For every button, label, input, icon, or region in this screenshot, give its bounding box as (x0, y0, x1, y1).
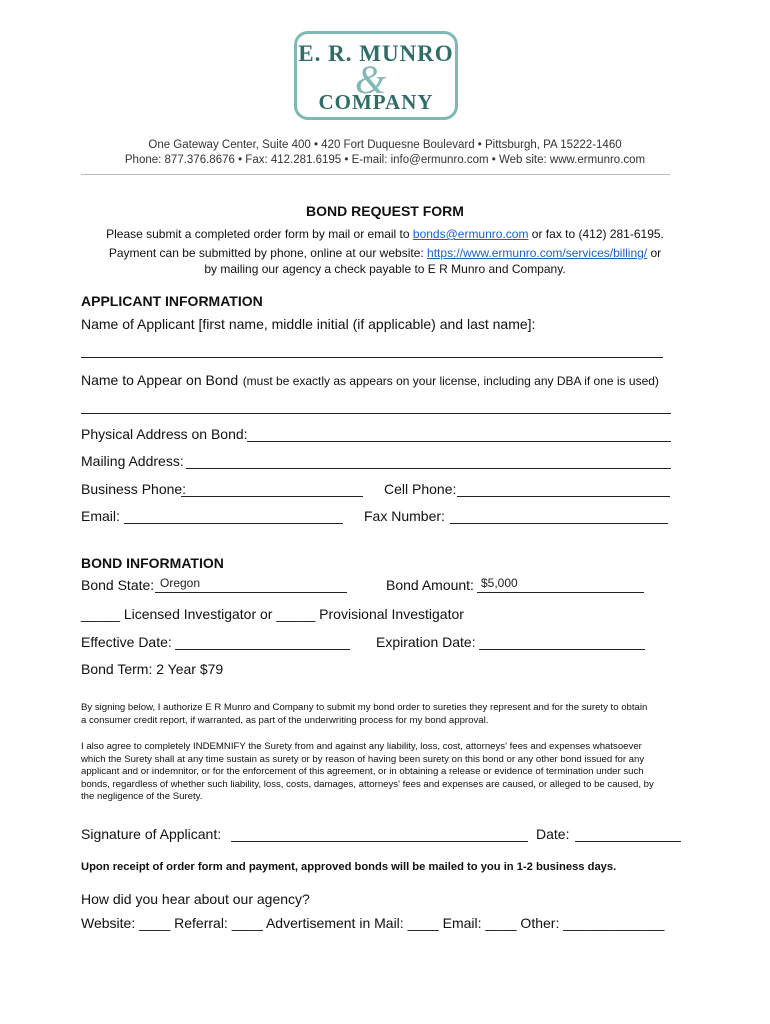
physical-address-field[interactable] (247, 441, 671, 442)
intro1-text-end: or fax to (412) 281-6195. (528, 227, 664, 241)
intro1-text: Please submit a completed order form by mail or email to (106, 227, 413, 241)
bond-amount-value[interactable]: $5,000 (481, 576, 518, 590)
effective-date-field[interactable] (175, 649, 350, 650)
logo-line1: E. R. MUNRO (298, 41, 454, 66)
authorization-line: By signing below, I authorize E R Munro and Company to submit my bond order to sureties they represent and for the surety to obtain (81, 702, 648, 713)
form-title: BOND REQUEST FORM (306, 203, 464, 219)
indemnity-line: I also agree to completely INDEMNIFY the Surety from and against any liability, loss, cost, attorneys' fees and expenses whatsoever (81, 741, 642, 752)
header-divider (81, 174, 670, 175)
logo-line2: COMPANY (318, 90, 434, 114)
authorization-line: a consumer credit report, if warranted, as part of the underwriting process for my bond approval. (81, 714, 489, 726)
name-on-bond-row (81, 372, 659, 390)
name-on-bond-field[interactable] (81, 413, 671, 414)
intro-line-3: by mailing our agency a check payable to E R Munro and Company. (204, 262, 566, 276)
logo-ampersand: & (355, 57, 387, 102)
indemnity-line: bonds, regardless of whether such liability, loss, costs, damages, attorneys' fees and expenses are caused, or alleged to be caused, by (81, 778, 654, 790)
signature-label: Signature of Applicant: (81, 826, 222, 842)
bond-state-field[interactable] (155, 592, 347, 593)
bond-state-value[interactable]: Oregon (160, 576, 201, 590)
bond-amount-field[interactable] (477, 592, 644, 593)
effective-date-label: Effective Date: (81, 634, 172, 650)
intro-line-2 (0, 246, 770, 260)
header-contact: Phone: 877.376.8676 • Fax: 412.281.6195 • E-mail: info@ermunro.com • Web site: www.ermunro.com (124, 154, 646, 166)
survey-question: How did you hear about our agency? (81, 891, 310, 907)
applicant-heading: APPLICANT INFORMATION (81, 293, 263, 309)
signature-date-label: Date: (536, 826, 570, 842)
intro-line-1 (0, 227, 770, 241)
business-phone-label: Business Phone: (81, 481, 187, 497)
mailing-address-label: Mailing Address: (81, 453, 184, 469)
intro2-text: Payment can be submitted by phone, online at our website: (108, 246, 428, 260)
bond-state-label: Bond State: (81, 577, 155, 593)
expiration-date-label: Expiration Date: (376, 634, 476, 650)
mailing-address-field[interactable] (186, 468, 671, 469)
email-label: Email: (81, 508, 120, 524)
bond-heading: BOND INFORMATION (81, 555, 224, 571)
signature-field[interactable] (231, 841, 528, 842)
indemnity-line: which the Surety shall at any time sustain as surety or by reason of having been surety on this bond or any other bond issued for any (81, 753, 645, 765)
intro2-text-end: or (647, 246, 662, 260)
indemnity-paragraph (81, 741, 685, 804)
name-on-bond-label: Name to Appear on Bond (81, 372, 239, 388)
company-logo (294, 31, 458, 120)
delivery-notice: Upon receipt of order form and payment, approved bonds will be mailed to you in 1-2 business days. (81, 861, 617, 873)
name-on-bond-note: (must be exactly as appears on your license, including any DBA if one is used) (242, 374, 659, 388)
investigator-type-row[interactable]: _____ Licensed Investigator or _____ Provisional Investigator (81, 606, 464, 622)
fax-label: Fax Number: (364, 508, 445, 524)
business-phone-field[interactable] (181, 496, 363, 497)
cell-phone-label: Cell Phone: (384, 481, 457, 497)
applicant-name-label: Name of Applicant [first name, middle initial (if applicable) and last name]: (81, 316, 536, 332)
bond-term: Bond Term: 2 Year $79 (81, 661, 224, 677)
cell-phone-field[interactable] (457, 496, 670, 497)
expiration-date-field[interactable] (479, 649, 645, 650)
authorization-paragraph (81, 702, 685, 727)
email-link[interactable]: bonds@ermunro.com (412, 227, 529, 241)
header-address: One Gateway Center, Suite 400 • 420 Fort Duquesne Boulevard • Pittsburgh, PA 15222-1460 (148, 139, 622, 151)
bond-amount-label: Bond Amount: (386, 577, 474, 593)
applicant-name-field[interactable] (81, 357, 663, 358)
fax-field[interactable] (450, 523, 668, 524)
physical-address-label: Physical Address on Bond: (81, 426, 248, 442)
survey-options[interactable]: Website: ____ Referral: ____ Advertisement in Mail: ____ Email: ____ Other: _____________ (81, 915, 665, 931)
indemnity-line: the negligence of the Surety. (81, 791, 203, 803)
signature-date-field[interactable] (575, 841, 681, 842)
email-field[interactable] (124, 523, 343, 524)
indemnity-line: applicant and or indemnitor, or for the enforcement of this agreement, or in obtaining a release or evidence of termination under such (81, 766, 644, 778)
billing-link[interactable]: https://www.ermunro.com/services/billing/ (427, 246, 648, 260)
